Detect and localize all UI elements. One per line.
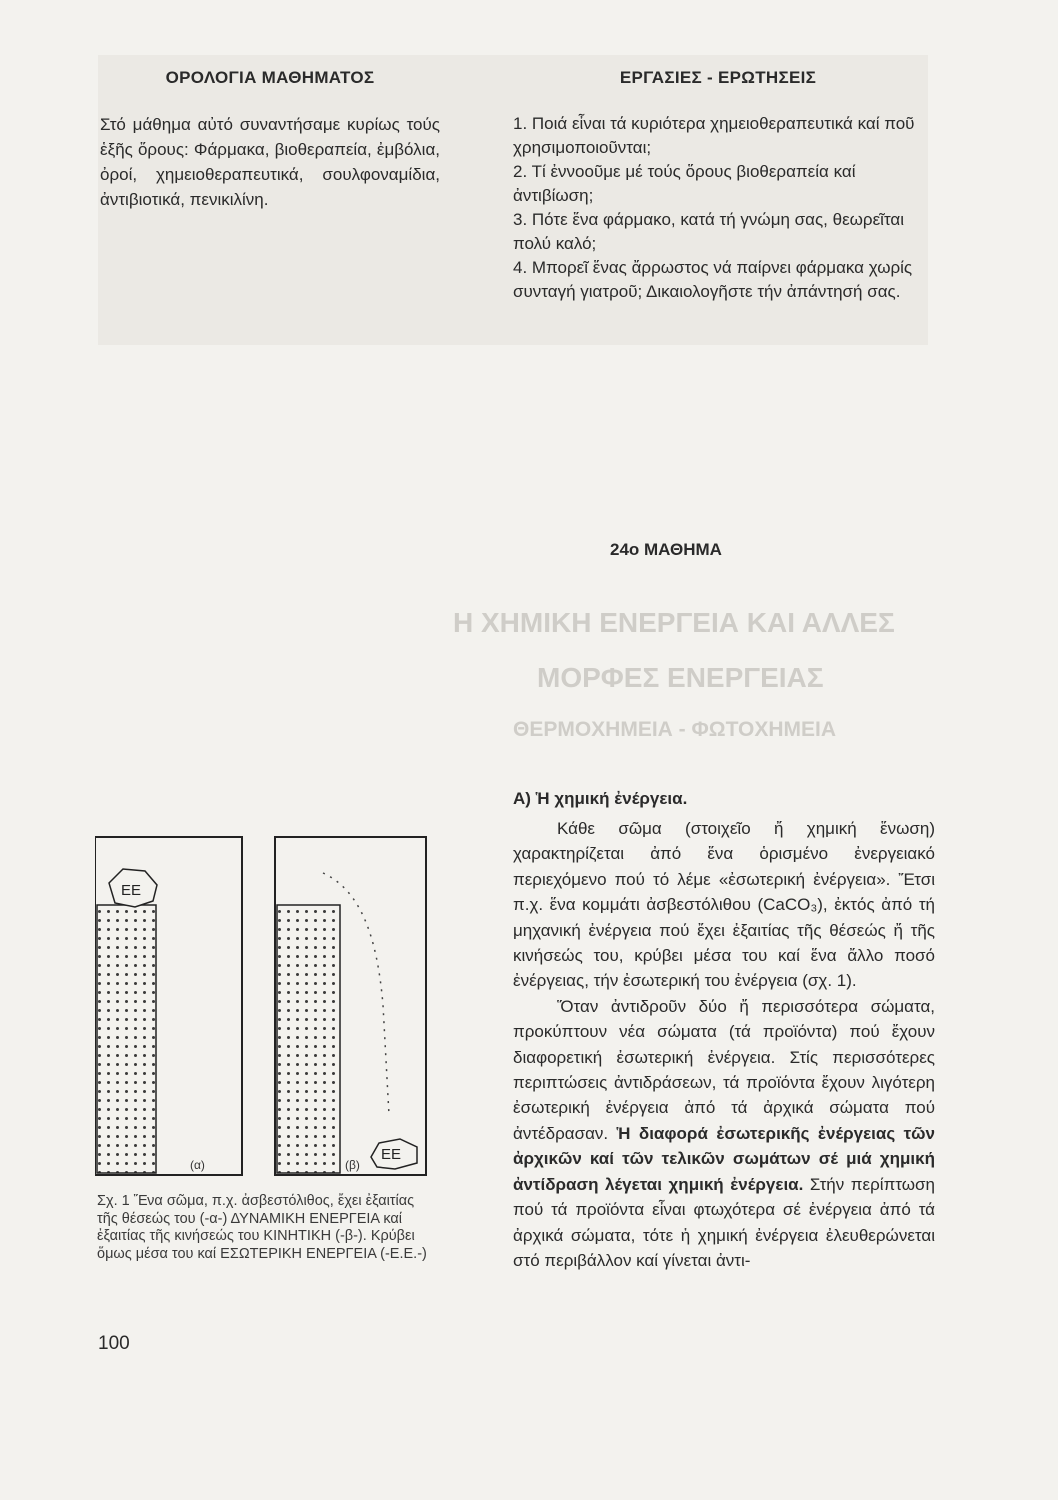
lesson-title-line-2: ΜΟΡΦΕΣ ΕΝΕΡΓΕΙΑΣ xyxy=(537,662,824,693)
question-item: 3. Πότε ἕνα φάρμακο, κατά τή γνώμη σας, θεωρεῖται πολύ καλό; xyxy=(513,210,905,253)
exercises-section xyxy=(513,68,923,304)
questions-list xyxy=(513,112,923,304)
figure-1-drawing xyxy=(95,835,430,1180)
panel-a-label: (α) xyxy=(190,1158,205,1172)
chemical-energy-definition: Ἡ διαφορά ἐσωτερικῆς ἐνέργειας τῶν ἀρχικῶν καί τῶν τελικῶν σωμάτων σέ μιά χημική ἀντίδραση λέγεται χημική ἐνέργεια. xyxy=(513,1123,935,1194)
panel-b-label: (β) xyxy=(345,1158,360,1172)
paragraph-2-end: Στήν περίπτωση πού τά προϊόντα εἶναι φτωχότερα σέ ἐνέργεια ἀπό τά ἀρχικά σώματα, τότε ἡ χημική ἐνέργεια ἐλευθερώνεται στό περιβάλλον καί γίνεται ἀντι- xyxy=(513,1174,935,1270)
panel-b xyxy=(275,837,426,1175)
terminology-text: Στό μάθημα αὐτό συναντήσαμε κυρίως τούς ἑξῆς ὅρους: Φάρμακα, βιοθεραπεία, ἐμβόλια, ὀροί, χημειοθεραπευτικά, σουλφοναμίδια, ἀντιβιοτικά, πενικιλίνη. xyxy=(100,115,440,209)
exercises-title: ΕΡΓΑΣΙΕΣ - ΕΡΩΤΗΣΕΙΣ xyxy=(619,68,817,87)
lesson-subtitle: ΘΕΡΜΟΧΗΜΕΙΑ - ΦΩΤΟΧΗΜΕΙΑ xyxy=(513,718,837,741)
figure-1 xyxy=(95,835,430,1180)
block-label-a: ΕΕ xyxy=(121,882,142,899)
question-item: 4. Μπορεῖ ἕνας ἄρρωστος νά παίρνει φάρμακα χωρίς συνταγή γιατροῦ; Δικαιολογῆστε τήν ἀπάντησή σας. xyxy=(513,258,913,301)
question-item: 2. Τί ἐννοοῦμε μέ τούς ὅρους βιοθεραπεία καί ἀντιβίωση; xyxy=(513,162,856,205)
block-label-b: ΕΕ xyxy=(381,1146,402,1163)
page-number: 100 xyxy=(98,1333,130,1354)
panel-a xyxy=(95,837,242,1175)
paragraph-2-start: Ὅταν ἀντιδροῦν δύο ἤ περισσότερα σώματα, προκύπτουν νέα σώματα (τά προϊόντα) πού ἔχουν διαφορετική ἐσωτερική ἐνέργεια. Στίς περισσότερες περιπτώσεις ἀντιδράσεων, τά προϊόντα ἔχουν λιγότερη ἐσωτερική ἐνέργεια ἀπό τά ἀρχικά σώματα πού ἀντέδρασαν. xyxy=(513,996,935,1143)
figure-1-caption: Σχ. 1 Ἕνα σῶμα, π.χ. ἀσβεστόλιθος, ἔχει ἐξαιτίας τῆς θέσεώς του (-α-) ΔΥΝΑΜΙΚΗ ΕΝΕΡΓΕΙΑ καί ἐξαιτίας τῆς κινήσεώς του ΚΙΝΗΤΙΚΗ (-β-). Κρύβει ὅμως μέσα του καί ΕΣΩΤΕΡΙΚΗ ΕΝΕΡΓΕΙΑ (-Ε.Ε.-) xyxy=(97,1193,427,1262)
paragraph-1: Κάθε σῶμα (στοιχεῖο ἤ χημική ἕνωση) χαρακτηρίζεται ἀπό ἕνα ὁρισμένο ἐνεργειακό περιεχόμενο πού τό λέμε «ἐσωτερική ἐνέργεια». Ἔτσι π.χ. ἕνα κομμάτι ἀσβεστόλιθου (CaCO₃), ἐκτός ἀπό τή μηχανική ἐνέργεια πού ἔχει ἐξαιτίας τῆς θέσεώς ἤ τῆς κινήσεώς του, κρύβει μέσα του καί ἕνα ἄλλο ποσό ἐνέργειας, τήν ἐσωτερική του ἐνέργεια (σχ. 1). xyxy=(513,819,935,991)
section-a-body xyxy=(513,816,935,1273)
lesson-number: 24ο ΜΑΘΗΜΑ xyxy=(610,540,722,559)
paragraph-2 xyxy=(513,994,935,1273)
terminology-section xyxy=(100,68,440,212)
section-a-heading: Α) Ἡ χημική ἐνέργεια. xyxy=(513,789,688,808)
question-item: 1. Ποιά εἶναι τά κυριότερα χημειοθεραπευτικά καί ποῦ χρησιμοποιοῦνται; xyxy=(513,114,915,157)
lesson-title-line-1: Η ΧΗΜΙΚΗ ΕΝΕΡΓΕΙΑ ΚΑΙ ΑΛΛΕΣ xyxy=(453,607,895,638)
terminology-title: ΟΡΟΛΟΓΙΑ ΜΑΘΗΜΑΤΟΣ xyxy=(165,68,375,87)
